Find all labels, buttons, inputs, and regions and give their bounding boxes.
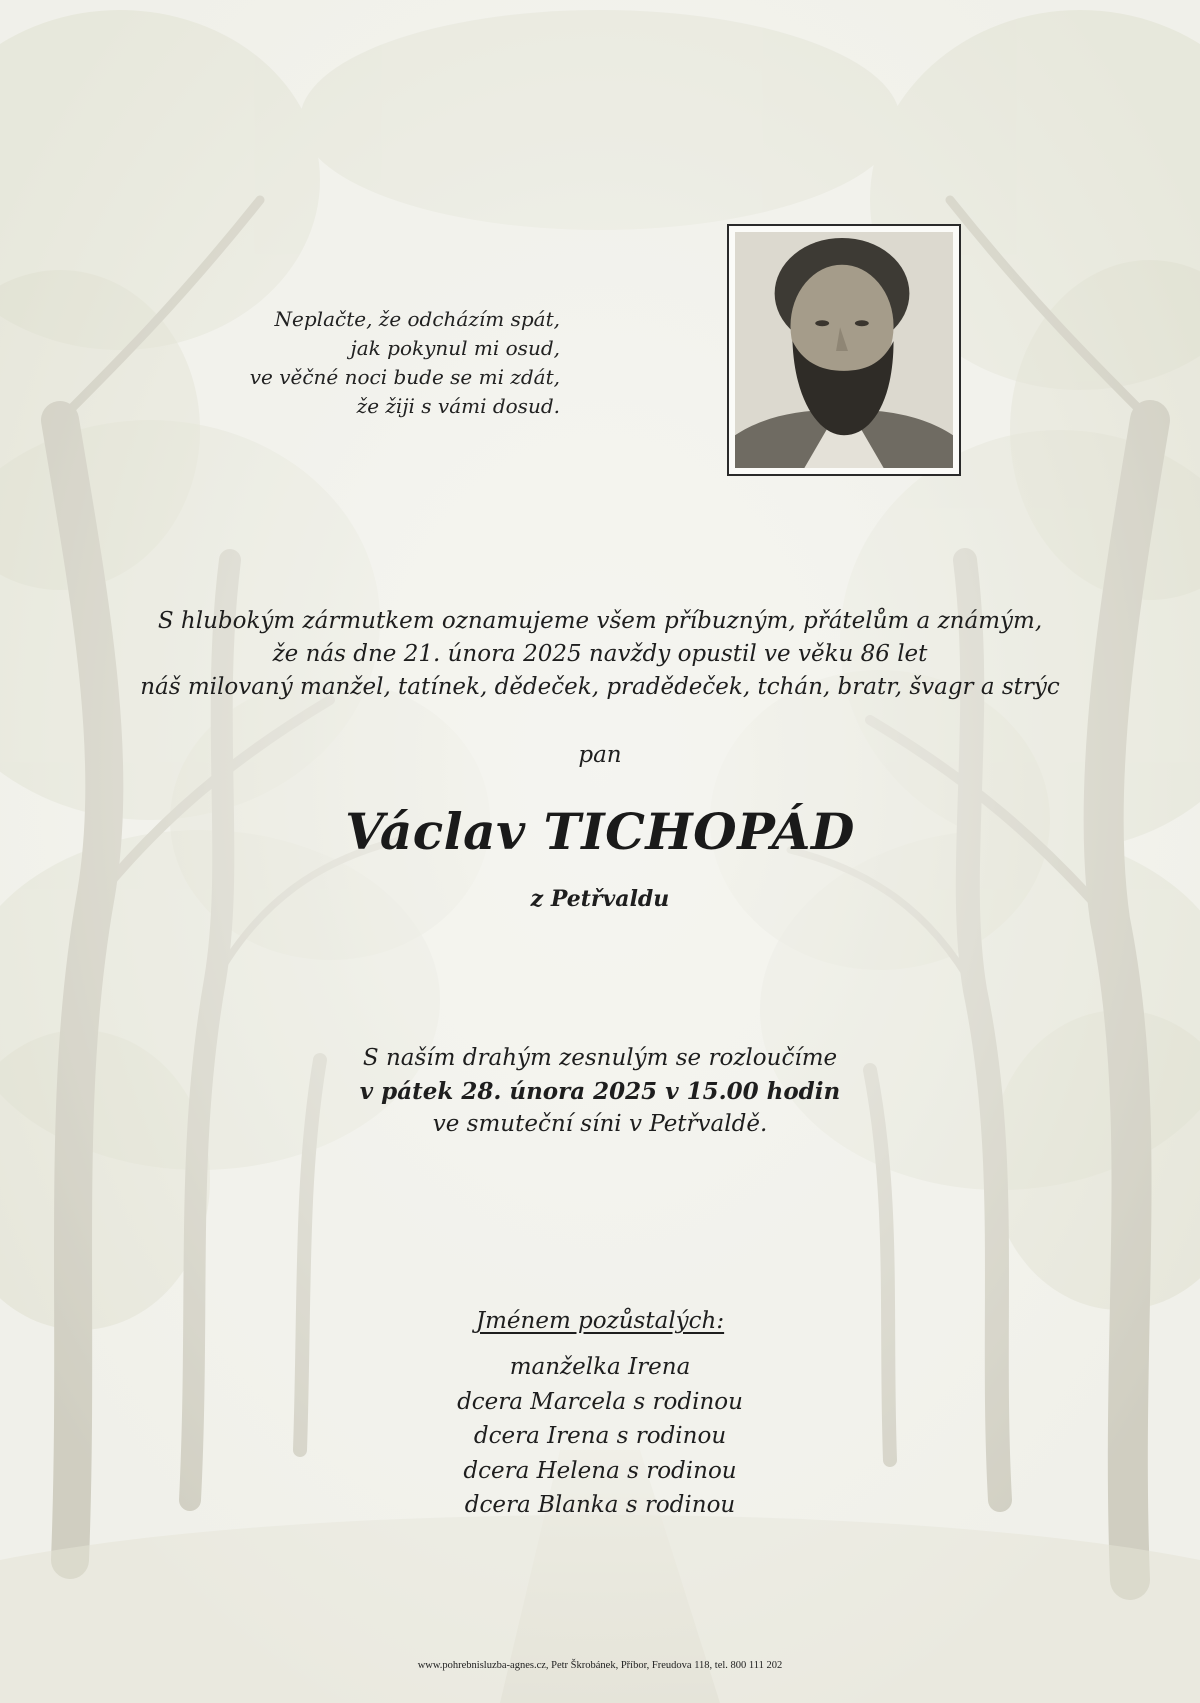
- verse-line: Neplačte, že odcházím spát,: [274, 307, 560, 331]
- survivor-item: dcera Helena s rodinou: [463, 1457, 737, 1484]
- deceased-name: Václav TICHOPÁD: [345, 802, 855, 861]
- announcement-line: že nás dne 21. února 2025 navždy opustil ve věku 86 let: [272, 641, 928, 667]
- farewell-date-time: v pátek 28. února 2025 v 15.00 hodin: [359, 1078, 841, 1105]
- announcement-line: náš milovaný manžel, tatínek, dědeček, pradědeček, tchán, bratr, švagr a strýc: [140, 674, 1060, 700]
- survivor-item: dcera Irena s rodinou: [473, 1423, 727, 1449]
- survivor-item: manželka Irena: [509, 1354, 691, 1380]
- survivors-heading: Jménem pozůstalých:: [475, 1308, 725, 1334]
- verse-line: jak pokynul mi osud,: [350, 336, 560, 360]
- farewell-info: [0, 1042, 1200, 1141]
- survivor-item: dcera Blanka s rodinou: [464, 1492, 736, 1518]
- farewell-location: ve smuteční síni v Petřvaldě.: [432, 1111, 768, 1137]
- verse: [220, 305, 560, 421]
- portrait-illustration: [735, 232, 953, 468]
- portrait-frame: [727, 224, 961, 476]
- farewell-line: S naším drahým zesnulým se rozloučíme: [362, 1045, 838, 1071]
- deceased-origin: z Petřvaldu: [530, 886, 670, 912]
- salutation: pan: [578, 742, 622, 768]
- announcement-line: S hlubokým zármutkem oznamujeme všem příbuzným, přátelům a známým,: [157, 608, 1043, 634]
- announcement: [100, 605, 1100, 704]
- portrait-photo: [735, 232, 953, 468]
- verse-line: ve věčné noci bude se mi zdát,: [249, 365, 560, 389]
- survivors-list: [0, 1350, 1200, 1523]
- survivor-item: dcera Marcela s rodinou: [457, 1388, 743, 1415]
- verse-line: že žiji s vámi dosud.: [356, 394, 560, 418]
- funeral-service-footer: www.pohrebnisluzba-agnes.cz, Petr Škrobánek, Příbor, Freudova 118, tel. 800 111 202: [417, 1660, 783, 1671]
